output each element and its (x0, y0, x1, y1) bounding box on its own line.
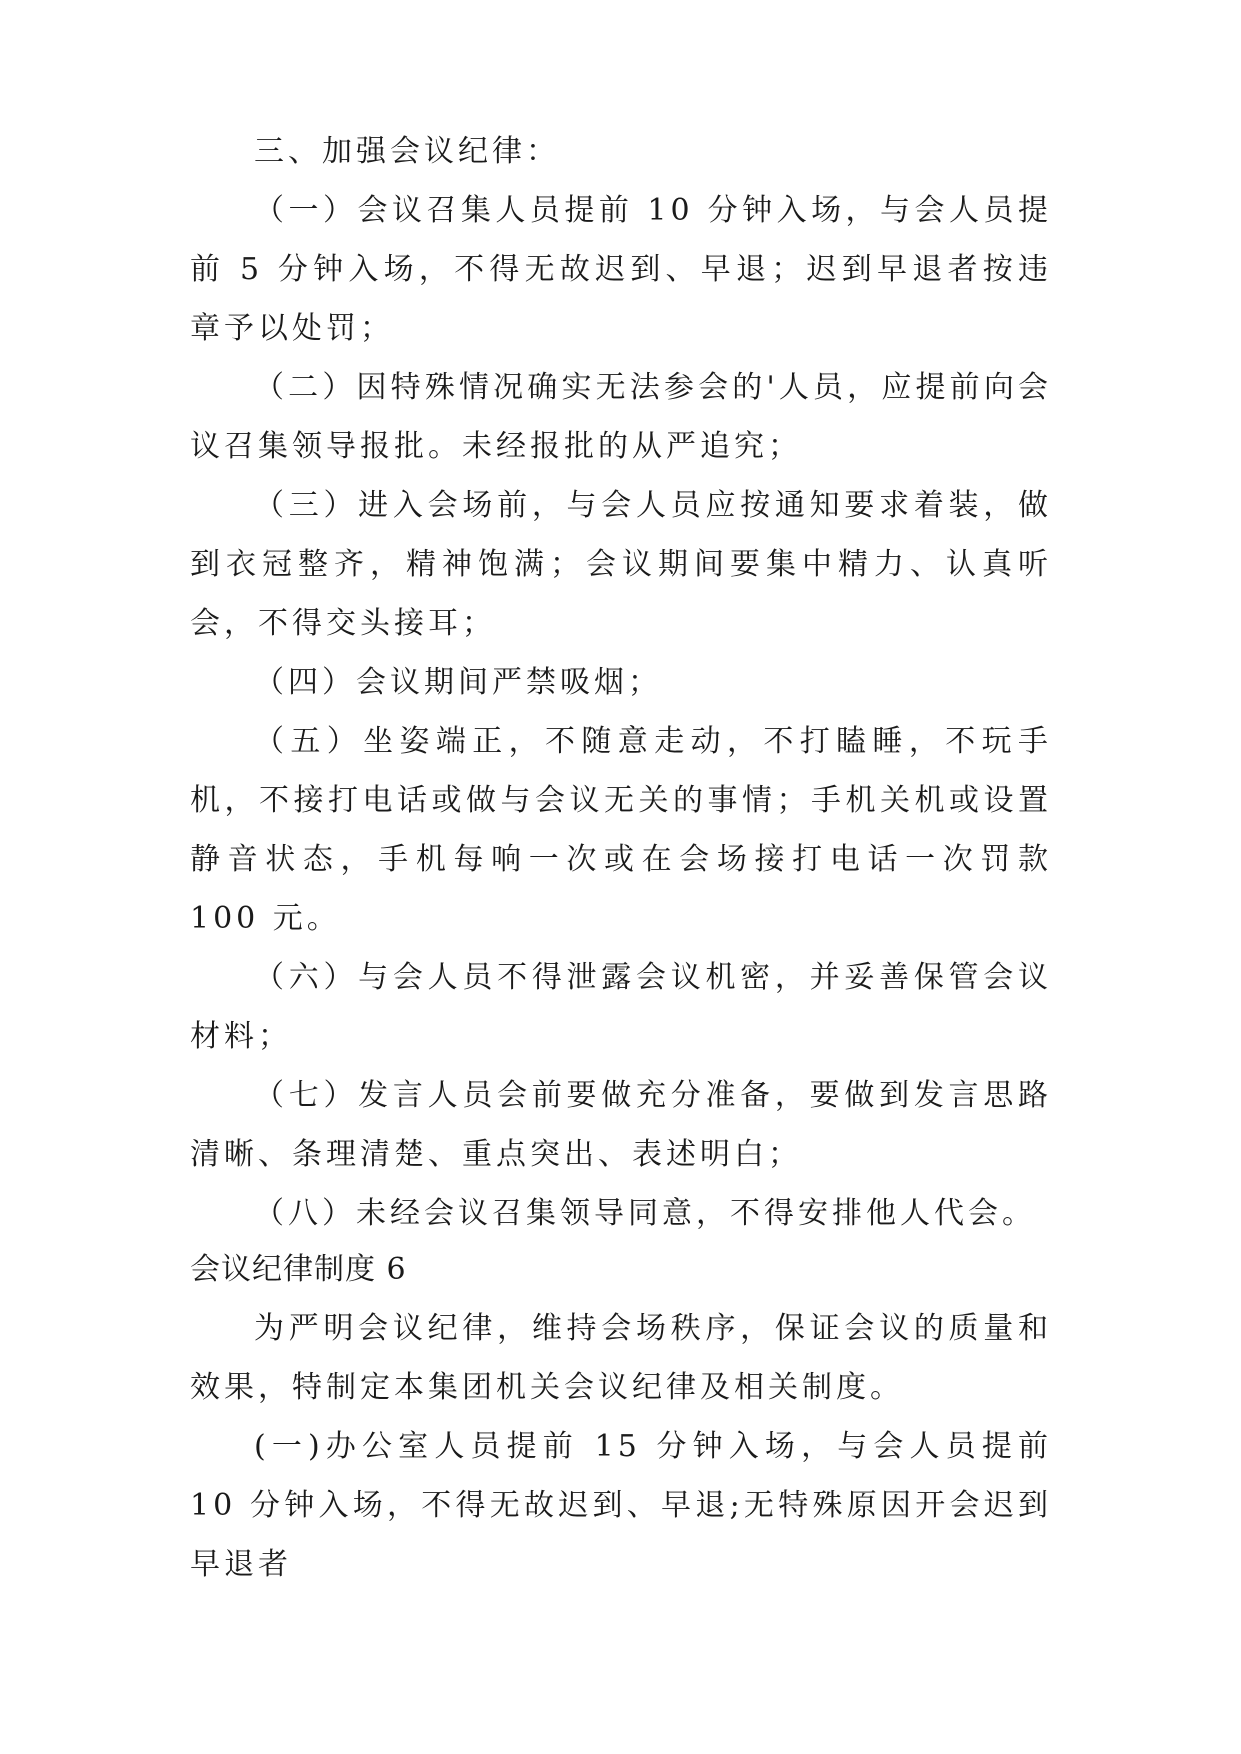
rule-item-5: （五）坐姿端正，不随意走动，不打瞌睡，不玩手机，不接打电话或做与会议无关的事情；手机关机或设置静音状态，手机每响一次或在会场接打电话一次罚款 100 元。 (190, 724, 1052, 936)
rule-item-2: （二）因特殊情况确实无法参会的'人员，应提前向会议召集领导报批。未经报批的从严追究； (190, 370, 1052, 464)
rule-item-3: （三）进入会场前，与会人员应按通知要求着装，做到衣冠整齐，精神饱满；会议期间要集中精力、认真听会，不得交头接耳； (190, 488, 1052, 641)
section-title: 会议纪律制度 6 (190, 1252, 407, 1287)
section-six (190, 1240, 1052, 1594)
section-three (190, 122, 1052, 1243)
rule-item-1: (一)办公室人员提前 15 分钟入场，与会人员提前 10 分钟入场，不得无故迟到、早退;无特殊原因开会迟到早退者 (190, 1429, 1052, 1582)
section-heading: 三、加强会议纪律： (254, 134, 560, 169)
section-intro: 为严明会议纪律，维持会场秩序，保证会议的质量和效果，特制定本集团机关会议纪律及相关制度。 (190, 1311, 1052, 1405)
rule-item-7: （七）发言人员会前要做充分准备，要做到发言思路清晰、条理清楚、重点突出、表述明白； (190, 1078, 1052, 1172)
rule-item-1: （一）会议召集人员提前 10 分钟入场，与会人员提前 5 分钟入场，不得无故迟到、早退；迟到早退者按违章予以处罚； (190, 193, 1052, 346)
rule-item-8: （八）未经会议召集领导同意，不得安排他人代会。 (254, 1196, 1036, 1231)
rule-item-4: （四）会议期间严禁吸烟； (254, 665, 662, 700)
rule-item-6: （六）与会人员不得泄露会议机密，并妥善保管会议材料； (190, 960, 1052, 1054)
